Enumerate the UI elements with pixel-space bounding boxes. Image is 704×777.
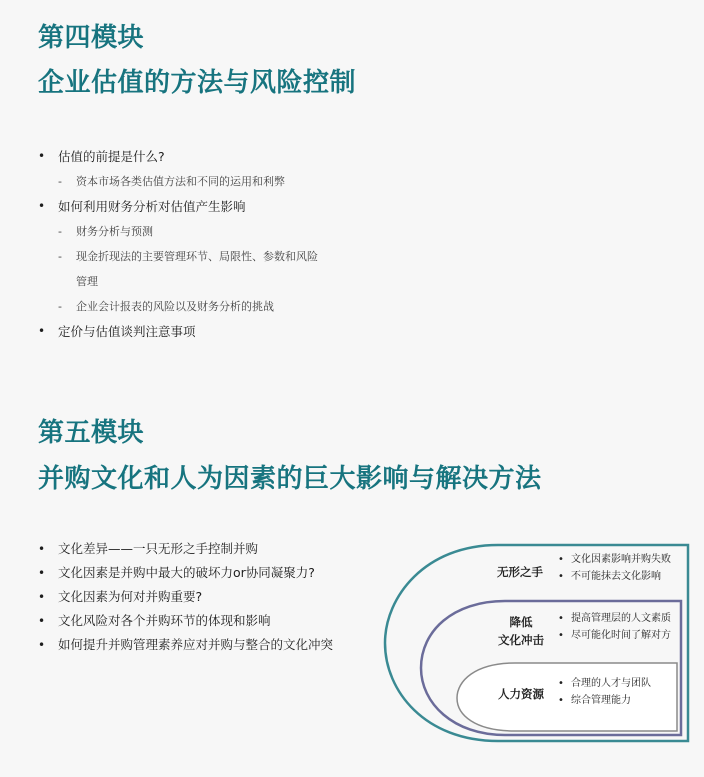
layer2-bullet: • 尽可能化时间了解对方	[558, 627, 671, 644]
module5-title: 第五模块	[38, 418, 145, 448]
layer3-bullet: • 合理的人才与团队	[558, 675, 651, 692]
module5-item: • 文化差异——一只无形之手控制并购	[38, 537, 333, 561]
module4-subitem: - 企业会计报表的风险以及财务分析的挑战	[38, 294, 326, 319]
layer1-bullet: • 文化因素影响并购失败	[558, 551, 671, 568]
layer2-bullet: • 提高管理层的人文素质	[558, 610, 671, 627]
layer1-label: 无形之手	[497, 565, 543, 579]
layer2-label-line1: 降低	[509, 615, 533, 629]
layer3-label: 人力资源	[498, 687, 544, 701]
module4-item: • 估值的前提是什么?	[38, 144, 326, 169]
module4-subtitle: 企业估值的方法与风险控制	[38, 68, 357, 98]
layer2-label-line2: 文化冲击	[498, 633, 544, 647]
layer2-bullets	[558, 610, 671, 644]
layer1-bullet: • 不可能抹去文化影响	[558, 568, 671, 585]
module5-item: • 如何提升并购管理素养应对并购与整合的文化冲突	[38, 633, 333, 657]
layer3-bullets	[558, 675, 651, 709]
module5-item: • 文化风险对各个并购环节的体现和影响	[38, 609, 333, 633]
module5-item: • 文化因素是并购中最大的破坏力or协同凝聚力?	[38, 561, 333, 585]
module4-list	[38, 144, 326, 344]
module4-subitem: - 现金折现法的主要管理环节、局限性、参数和风险管理	[38, 244, 326, 294]
module5-list	[38, 537, 333, 657]
layer2-label	[491, 613, 551, 649]
module5-subtitle: 并购文化和人为因素的巨大影响与解决方法	[38, 464, 542, 494]
module4-subitem: - 财务分析与预测	[38, 219, 326, 244]
layer3-bullet: • 综合管理能力	[558, 692, 651, 709]
module4-subitem: - 资本市场各类估值方法和不同的运用和利弊	[38, 169, 326, 194]
module4-item: • 定价与估值谈判注意事项	[38, 319, 326, 344]
module4-item: • 如何利用财务分析对估值产生影响	[38, 194, 326, 219]
module4-title: 第四模块	[38, 23, 145, 53]
module5-item: • 文化因素为何对并购重要?	[38, 585, 333, 609]
culture-layers-diagram	[383, 535, 693, 750]
layer1-bullets	[558, 551, 671, 585]
